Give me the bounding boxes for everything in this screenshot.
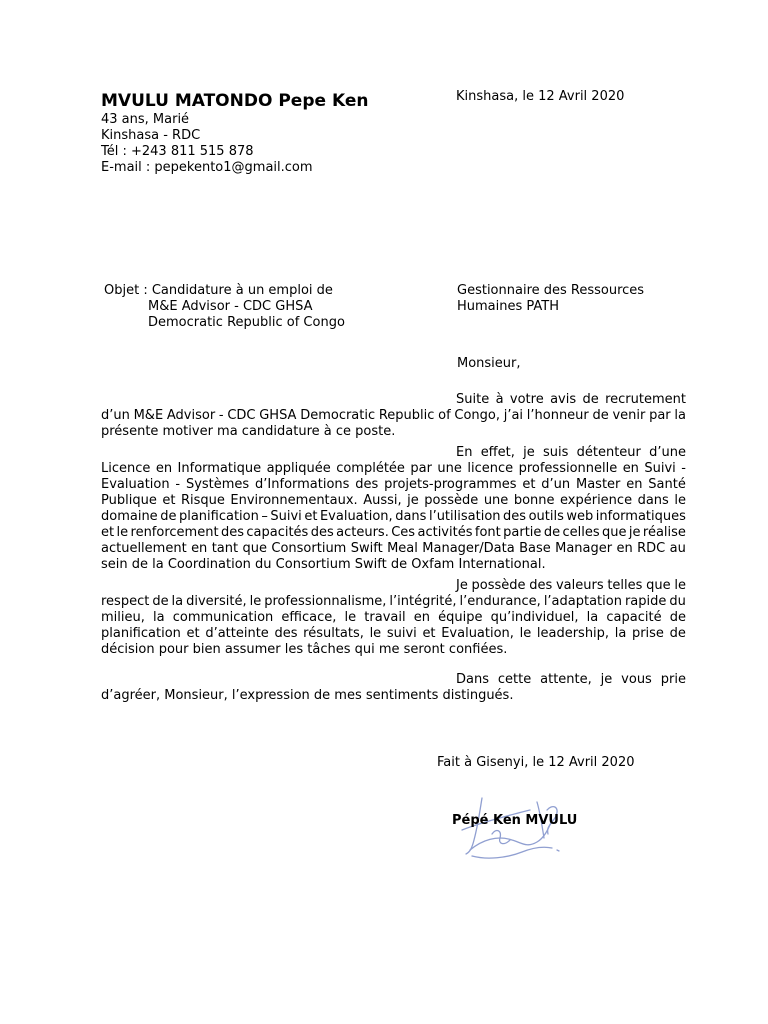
subject-line: M&E Advisor - CDC GHSA bbox=[148, 299, 313, 314]
text-line: actuellement en tant que Consortium Swift Meal Manager/Data Base Manager en RDC au bbox=[101, 541, 686, 556]
signature-block bbox=[452, 790, 597, 870]
text-line: d’un M&E Advisor - CDC GHSA Democratic Republic of Congo, j’ai l’honneur de venir par la bbox=[101, 408, 686, 423]
text-line: milieu, la communication efficace, le travail en équipe qu’individuel, la capacité de bbox=[101, 610, 686, 625]
subject-line: Objet : Candidature à un emploi de bbox=[104, 283, 333, 298]
sender-name: MVULU MATONDO Pepe Ken bbox=[101, 91, 369, 111]
sender-age-status: 43 ans, Marié bbox=[101, 112, 190, 127]
text-line: sein de la Coordination du Consortium Swift de Oxfam International. bbox=[101, 557, 546, 572]
recipient-line: Humaines PATH bbox=[457, 299, 560, 314]
recipient-block bbox=[457, 283, 644, 315]
handwritten-signature-icon bbox=[452, 790, 597, 870]
text-line: Je possède des valeurs telles que le bbox=[456, 578, 686, 593]
text-line: Publique et Risque Environnementaux. Aussi, je possède une bonne expérience dans le bbox=[101, 493, 686, 508]
place-date: Kinshasa, le 12 Avril 2020 bbox=[456, 89, 625, 104]
paragraph bbox=[101, 445, 686, 573]
text-line: Evaluation - Systèmes d’Informations des projets-programmes et d’un Master en Santé bbox=[101, 477, 686, 492]
subject-line: Democratic Republic of Congo bbox=[148, 315, 345, 330]
text-line: Licence en Informatique appliquée complétée par une licence professionnelle en Suivi - bbox=[101, 461, 686, 476]
paragraph bbox=[101, 392, 686, 440]
letter-body bbox=[101, 392, 686, 709]
sender-city: Kinshasa - RDC bbox=[101, 128, 201, 143]
text-line: planification et d’atteinte des résultats, le suivi et Evaluation, le leadership, la prise de bbox=[101, 626, 686, 641]
text-line: Dans cette attente, je vous prie bbox=[456, 672, 686, 687]
signature-name: Pépé Ken MVULU bbox=[452, 813, 578, 828]
text-line: décision pour bien assumer les tâches qui me seront confiées. bbox=[101, 642, 508, 657]
paragraph bbox=[101, 672, 686, 704]
text-line: d’agréer, Monsieur, l’expression de mes sentiments distingués. bbox=[101, 688, 514, 703]
salutation: Monsieur, bbox=[457, 356, 521, 371]
closing-place-date: Fait à Gisenyi, le 12 Avril 2020 bbox=[437, 755, 635, 770]
text-line: Suite à votre avis de recrutement bbox=[456, 392, 686, 407]
paragraph bbox=[101, 578, 686, 658]
text-line: En effet, je suis détenteur d’une bbox=[456, 445, 686, 460]
text-line: respect de la diversité, le professionnalisme, l’intégrité, l’endurance, l’adaptation rapide du bbox=[101, 594, 686, 609]
text-line: domaine de planification – Suivi et Evaluation, dans l’utilisation des outils web informatiques bbox=[101, 509, 686, 524]
sender-phone: Tél : +243 811 515 878 bbox=[101, 144, 254, 159]
text-line: et le renforcement des capacités des acteurs. Ces activités font partie de celles que je réalise bbox=[101, 525, 686, 540]
sender-block bbox=[101, 91, 368, 176]
text-line: présente motiver ma candidature à ce poste. bbox=[101, 424, 396, 439]
subject-block bbox=[104, 283, 345, 331]
recipient-line: Gestionnaire des Ressources bbox=[457, 283, 645, 298]
sender-email: E-mail : pepekento1@gmail.com bbox=[101, 160, 313, 175]
